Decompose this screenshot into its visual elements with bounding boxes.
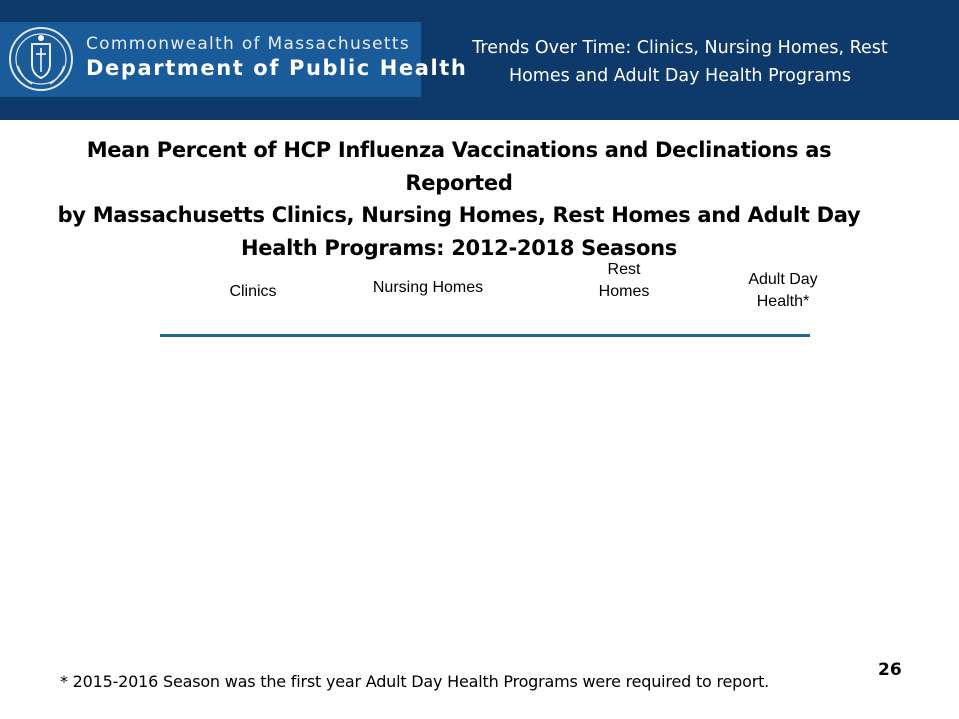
page-heading (30, 134, 888, 264)
slide-title-line-2: Homes and Adult Day Health Programs (508, 66, 852, 86)
dph-logo (0, 22, 468, 97)
column-label-rest-homes (574, 259, 674, 303)
column-label-clinics-text: Clinics (229, 283, 277, 300)
column-label-clinics (203, 281, 303, 303)
page-heading-line-2: by Massachusetts Clinics, Nursing Homes, Rest Homes and Adult Day (57, 203, 861, 227)
header-bar (0, 0, 959, 120)
page-number: 26 (878, 660, 902, 680)
slide-title-line-1: Trends Over Time: Clinics, Nursing Homes, Rest (472, 38, 888, 58)
column-label-adult-day-health-line-2: Health* (756, 293, 810, 310)
massachusetts-seal-icon (8, 26, 74, 92)
column-label-rest-homes-line-2: Homes (598, 283, 650, 300)
logo-line-commonwealth: Commonwealth of Massachusetts (86, 34, 411, 54)
page-heading-line-1: Mean Percent of HCP Influenza Vaccinations and Declinations as Reported (86, 138, 832, 195)
page-heading-line-3: Health Programs: 2012-2018 Seasons (241, 235, 677, 260)
slide-title (430, 34, 930, 90)
column-label-adult-day-health-line-1: Adult Day (748, 271, 818, 288)
column-label-rest-homes-line-1: Rest (607, 261, 641, 278)
column-label-nursing-homes-text: Nursing Homes (372, 279, 484, 296)
column-label-nursing-homes (348, 277, 508, 299)
column-label-adult-day-health (723, 269, 843, 313)
header-divider-rule (160, 334, 810, 337)
logo-line-department: Department of Public Health (86, 56, 468, 80)
footnote: * 2015-2016 Season was the first year Adult Day Health Programs were required to report. (60, 672, 770, 691)
